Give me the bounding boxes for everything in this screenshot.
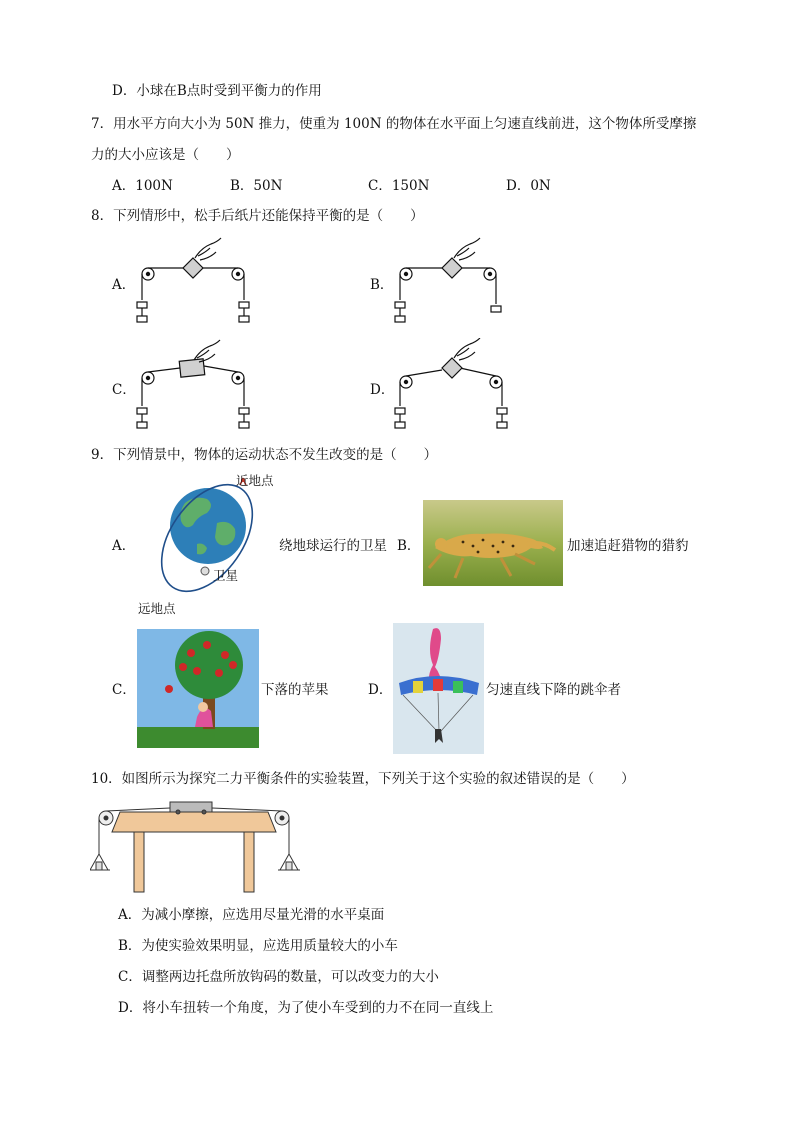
q7-option-d[interactable]: D．0N: [506, 178, 551, 194]
q9-photo-apple-tree: [137, 629, 259, 748]
q8-diagram-b: [390, 232, 510, 332]
q9-figure-earth-satellite: [135, 468, 285, 618]
q8-diagram-c: [132, 338, 252, 438]
q10-option-a[interactable]: A．为减小摩擦，应选用尽量光滑的水平桌面: [118, 907, 385, 923]
q10-option-b[interactable]: B．为使实验效果明显，应选用质量较大的小车: [118, 938, 398, 954]
q7-option-b[interactable]: B．50N: [230, 178, 283, 194]
q6-option-d: D．小球在B点时受到平衡力的作用: [112, 83, 322, 99]
q9-caption-a: 绕地球运行的卫星: [279, 538, 387, 554]
q9-photo-parachutist: [393, 623, 484, 754]
q9-label-d[interactable]: D．: [368, 682, 393, 698]
q9-label-b[interactable]: B．: [397, 538, 421, 554]
q10-option-c[interactable]: C．调整两边托盘所放钩码的数量，可以改变力的大小: [118, 969, 439, 985]
q9-caption-c: 下落的苹果: [261, 682, 329, 698]
q10-stem: 10．如图所示为探究二力平衡条件的实验装置，下列关于这个实验的叙述错误的是（ ）: [91, 771, 635, 787]
q8-label-c[interactable]: C．: [112, 382, 136, 398]
q7-stem-line1: 7．用水平方向大小为 50N 推力，使重为 100N 的物体在水平面上匀速直线前进，这个物体所受摩擦: [91, 116, 697, 132]
q7-option-a[interactable]: A．100N: [112, 178, 173, 194]
q9-apogee-label: 远地点: [138, 601, 176, 616]
q9-caption-b: 加速追赶猎物的猎豹: [567, 538, 689, 554]
q8-diagram-a: [132, 232, 252, 332]
q9-photo-cheetah: [423, 500, 563, 586]
q10-apparatus-diagram: [90, 796, 300, 896]
q8-label-b[interactable]: B．: [370, 277, 394, 293]
q9-stem: 9．下列情景中，物体的运动状态不发生改变的是（ ）: [91, 447, 438, 463]
q10-option-d[interactable]: D．将小车扭转一个角度，为了使小车受到的力不在同一直线上: [118, 1000, 494, 1016]
q8-diagram-d: [390, 338, 510, 438]
q7-stem-line2: 力的大小应该是（ ）: [91, 147, 240, 163]
q9-perigee-label: 近地点: [236, 473, 274, 488]
q8-stem: 8．下列情形中，松手后纸片还能保持平衡的是（ ）: [91, 208, 424, 224]
q9-label-c[interactable]: C．: [112, 682, 136, 698]
q7-option-c[interactable]: C．150N: [368, 178, 430, 194]
q9-caption-d: 匀速直线下降的跳伞者: [486, 682, 621, 698]
earth-icon: [170, 488, 246, 564]
satellite-icon: [201, 567, 209, 575]
q9-satellite-label: 卫星: [213, 568, 239, 583]
q9-label-a[interactable]: A．: [112, 538, 136, 554]
q8-label-d[interactable]: D．: [370, 382, 395, 398]
q8-label-a[interactable]: A．: [112, 277, 136, 293]
